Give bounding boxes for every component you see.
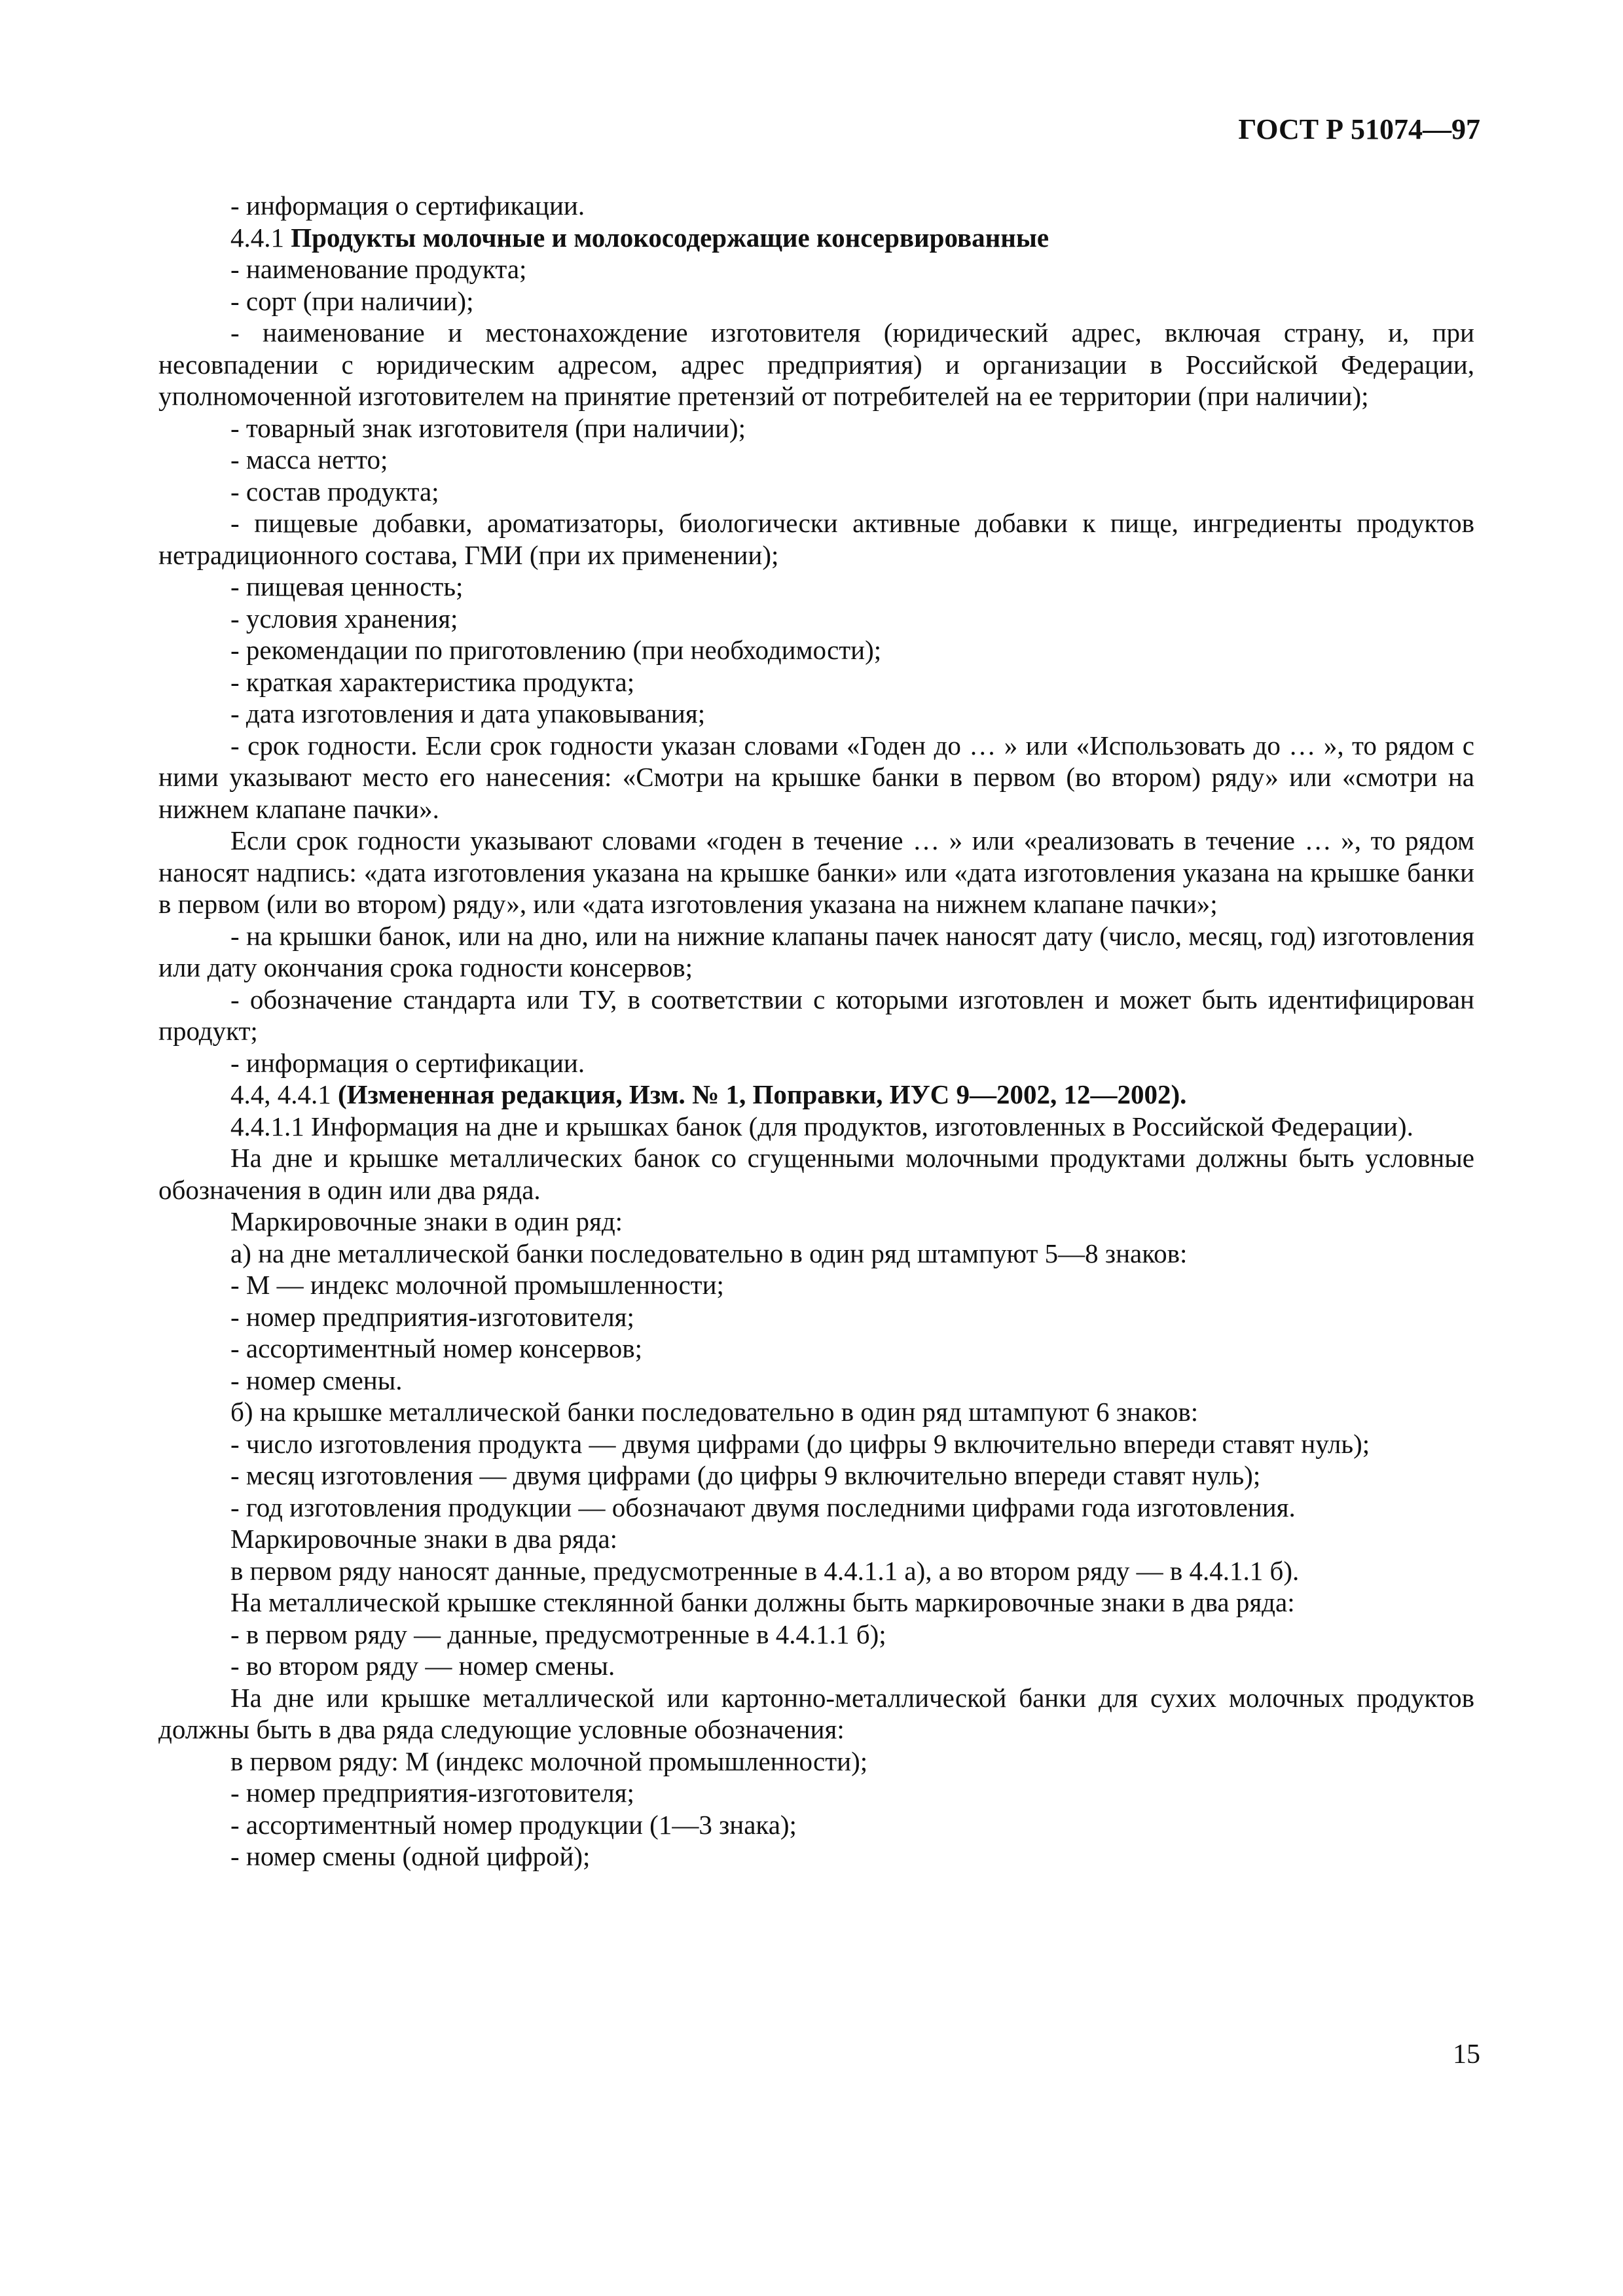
paragraph-text: Если срок годности указывают словами «годен в течение … » или «реализовать в течение … », то рядом наносят надпись: «дата изготовления указана на крышке банки» или «дата изготовления указана на крышке банки в первом (или во втором) ряду», или «дата изготовления указана на нижнем клапане пачки»; (158, 825, 1474, 919)
paragraph-text: - номер смены. (230, 1365, 403, 1395)
paragraph-text: - информация о сертификации. (230, 190, 585, 221)
paragraph (158, 1650, 1474, 1682)
paragraph (158, 571, 1474, 603)
paragraph-text: На дне и крышке металлических банок со сгущенными молочными продуктами должны быть условные обозначения в один или два ряда. (158, 1143, 1474, 1205)
paragraph (158, 1809, 1474, 1841)
paragraph-text: - состав продукта; (230, 476, 439, 507)
document-header-id: ГОСТ Р 51074—97 (1238, 113, 1480, 145)
paragraph-text: - обозначение стандарта или ТУ, в соответствии с которыми изготовлен и может быть идентифицирован продукт; (158, 984, 1474, 1046)
paragraph (158, 825, 1474, 920)
paragraph-text: - товарный знак изготовителя (при наличии); (230, 412, 746, 443)
paragraph (158, 1460, 1474, 1492)
paragraph-text: - год изготовления продукции — обозначают двумя последними цифрами года изготовления. (230, 1492, 1296, 1522)
paragraph (158, 1555, 1474, 1587)
paragraph-text: Маркировочные знаки в два ряда: (230, 1524, 618, 1554)
paragraph (158, 1682, 1474, 1746)
paragraph (158, 285, 1474, 317)
paragraph-text: - наименование и местонахождение изготовителя (юридический адрес, включая страну, и, при несовпадении с юридическим адресом, адрес предприятия) и организации в Российской Федерации, уполномоченной изготовителем на принятие претензий от потребителей на ее территории (при наличии); (158, 317, 1474, 411)
paragraph (158, 1619, 1474, 1651)
paragraph-text: 4.4.1 (230, 222, 291, 253)
paragraph-text: 4.4, 4.4.1 (230, 1079, 338, 1109)
paragraph-text: - краткая характеристика продукта; (230, 666, 635, 697)
paragraph-text: На дне или крышке металлической или картонно-металлической банки для сухих молочных продуктов должны быть в два ряда следующие условные обозначения: (158, 1682, 1474, 1744)
paragraph-text: - пищевая ценность; (230, 571, 464, 601)
paragraph (158, 507, 1474, 571)
paragraph (158, 253, 1474, 285)
paragraph-text: - ассортиментный номер продукции (1—3 знака); (230, 1809, 797, 1840)
paragraph (158, 1365, 1474, 1397)
paragraph-text: в первом ряду наносят данные, предусмотренные в 4.4.1.1 а), а во втором ряду — в 4.4.1.1 б). (230, 1555, 1300, 1586)
paragraph (158, 412, 1474, 444)
paragraph (158, 1111, 1474, 1143)
paragraph-text: - масса нетто; (230, 444, 388, 475)
paragraph-text: - номер смены (одной цифрой); (230, 1841, 591, 1871)
paragraph (158, 317, 1474, 412)
paragraph-text: - дата изготовления и дата упаковывания; (230, 698, 706, 728)
paragraph (158, 1396, 1474, 1428)
paragraph-text: - номер предприятия-изготовителя; (230, 1301, 634, 1332)
paragraph-text: - сорт (при наличии); (230, 285, 474, 316)
paragraph-text: - условия хранения; (230, 603, 458, 634)
paragraph-text: - число изготовления продукта — двумя цифрами (до цифры 9 включительно впереди ставят нуль); (230, 1428, 1370, 1459)
paragraph-text: - пищевые добавки, ароматизаторы, биологически активные добавки к пище, ингредиенты продуктов нетрадиционного состава, ГМИ (при их применении); (158, 508, 1474, 570)
paragraph-text: Маркировочные знаки в один ряд: (230, 1206, 623, 1236)
document-body (158, 190, 1474, 1873)
paragraph-text: - месяц изготовления — двумя цифрами (до цифры 9 включительно впереди ставят нуль); (230, 1460, 1261, 1490)
page-number: 15 (1453, 2039, 1480, 2070)
paragraph (158, 1301, 1474, 1333)
paragraph-text: - наименование продукта; (230, 254, 527, 284)
paragraph (158, 730, 1474, 825)
paragraph (158, 1777, 1474, 1809)
paragraph (158, 1523, 1474, 1555)
paragraph-text: б) на крышке металлической банки последовательно в один ряд штампуют 6 знаков: (230, 1397, 1199, 1427)
paragraph-text: а) на дне металлической банки последовательно в один ряд штампуют 5—8 знаков: (230, 1238, 1188, 1268)
paragraph-text: - рекомендации по приготовлению (при необходимости); (230, 635, 882, 665)
paragraph (158, 1587, 1474, 1619)
paragraph-text: - номер предприятия-изготовителя; (230, 1778, 634, 1808)
paragraph (158, 698, 1474, 730)
paragraph (158, 476, 1474, 508)
paragraph-text: - срок годности. Если срок годности указан словами «Годен до … » или «Использовать до … », то рядом с ними указывают место его нанесения: «Смотри на крышке банки в первом (во втором) ряду» или «смотри на нижнем клапане пачки». (158, 730, 1474, 824)
paragraph (158, 1079, 1474, 1111)
paragraph (158, 1269, 1474, 1301)
paragraph-text: - информация о сертификации. (230, 1047, 585, 1078)
paragraph (158, 1333, 1474, 1365)
paragraph (158, 1142, 1474, 1206)
paragraph-text: в первом ряду: М (индекс молочной промышленности); (230, 1746, 868, 1776)
paragraph-text: - в первом ряду — данные, предусмотренные в 4.4.1.1 б); (230, 1619, 886, 1649)
paragraph-bold-text: Продукты молочные и молокосодержащие консервированные (291, 222, 1049, 253)
paragraph-text: - ассортиментный номер консервов; (230, 1333, 643, 1363)
paragraph (158, 920, 1474, 984)
paragraph-text: - во втором ряду — номер смены. (230, 1651, 615, 1681)
paragraph (158, 666, 1474, 698)
paragraph (158, 1206, 1474, 1238)
paragraph-text: 4.4.1.1 Информация на дне и крышках банок (для продуктов, изготовленных в Российской Федерации). (230, 1111, 1413, 1141)
paragraph (158, 984, 1474, 1047)
paragraph-text: - М — индекс молочной промышленности; (230, 1270, 724, 1300)
paragraph (158, 1428, 1474, 1460)
paragraph (158, 444, 1474, 476)
paragraph-text: - на крышки банок, или на дно, или на нижние клапаны пачек наносят дату (число, месяц, год) изготовления или дату окончания срока годности консервов; (158, 920, 1474, 982)
paragraph (158, 1746, 1474, 1778)
paragraph-bold-text: (Измененная редакция, Изм. № 1, Поправки, ИУС 9—2002, 12—2002). (338, 1079, 1187, 1109)
paragraph (158, 1047, 1474, 1079)
paragraph (158, 603, 1474, 635)
paragraph (158, 222, 1474, 254)
paragraph (158, 634, 1474, 666)
paragraph (158, 1840, 1474, 1873)
paragraph (158, 1238, 1474, 1270)
paragraph (158, 190, 1474, 222)
paragraph-text: На металлической крышке стеклянной банки должны быть маркировочные знаки в два ряда: (230, 1587, 1295, 1617)
paragraph (158, 1492, 1474, 1524)
